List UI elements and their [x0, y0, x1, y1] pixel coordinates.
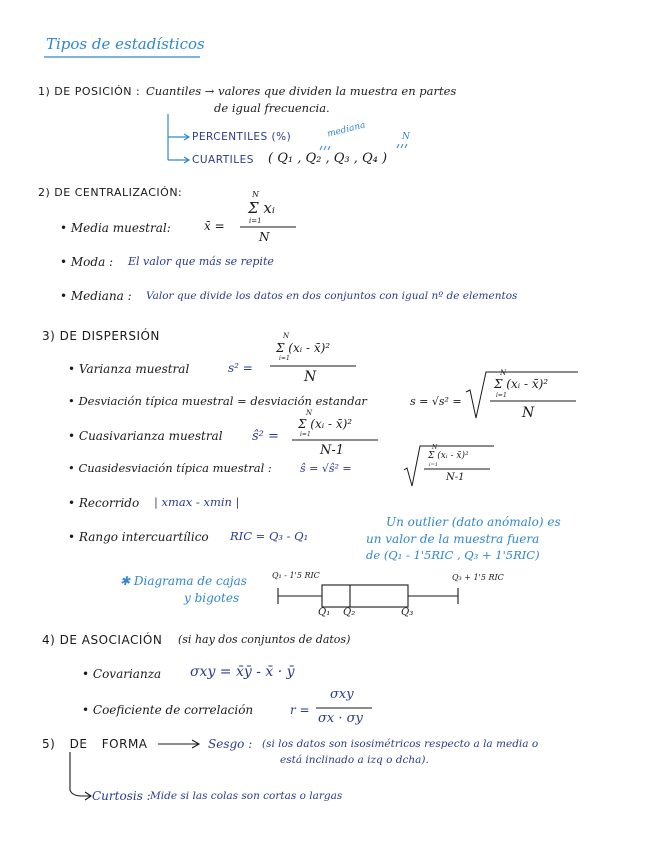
desviacion-sum-top: N	[500, 369, 507, 377]
sesgo-line-1: (si los datos son isosimétricos respecto a la media o	[262, 738, 539, 750]
outlier-line-3: de (Q₁ - 1'5RIC , Q₃ + 1'5RIC)	[366, 548, 540, 562]
cuantiles-line-2: de igual frecuencia.	[214, 101, 330, 115]
outlier-line-2: un valor de la muestra fuera	[366, 532, 540, 546]
recorrido-label: • Recorrido	[68, 496, 140, 510]
sesgo-label: Sesgo :	[208, 737, 253, 751]
media-lhs: x̄ =	[204, 219, 225, 233]
sesgo-line-2: está inclinado a izq o dcha).	[280, 754, 429, 766]
cuasidesviacion-numerator: Σ (xᵢ - x̄)²	[428, 451, 469, 461]
desviacion-denominator: N	[522, 405, 535, 421]
cuasivarianza-sum-top: N	[306, 409, 313, 417]
recorrido-formula: | xmax - xmin |	[154, 495, 240, 509]
cuantiles-line-1: Cuantiles → valores que dividen la muestra en partes	[146, 84, 457, 98]
media-sum-top: N	[252, 190, 259, 199]
correlacion-label: • Coeficiente de correlación	[82, 703, 254, 717]
curtosis-text: Mide si las colas son cortas o largas	[150, 790, 343, 802]
moda-label: • Moda :	[60, 255, 114, 269]
varianza-sum-bottom: i=1	[279, 355, 290, 362]
curtosis-label: Curtosis :	[92, 789, 151, 803]
varianza-denominator: N	[304, 369, 317, 385]
desviacion-numerator: Σ (xᵢ - x̄)²	[494, 377, 549, 391]
media-numerator: Σ xᵢ	[248, 199, 275, 217]
varianza-numerator: Σ (xᵢ - x̄)²	[276, 341, 331, 355]
cuasivarianza-lhs: ŝ² =	[252, 429, 279, 444]
boxplot-q3: Q₃	[401, 607, 414, 618]
ric-label: • Rango intercuartílico	[68, 530, 209, 544]
correlacion-numerator: σxy	[330, 687, 354, 702]
section-2-heading: 2) DE CENTRALIZACIÓN:	[38, 186, 183, 199]
desviacion-lhs: s = √s² =	[410, 395, 462, 408]
page-title: Tipos de estadísticos	[46, 35, 205, 53]
moda-text: El valor que más se repite	[128, 255, 274, 268]
media-denominator: N	[259, 230, 270, 244]
mediana-text: Valor que divide los datos en dos conjuntos con igual nº de elementos	[146, 290, 518, 302]
boxplot-q1: Q₁	[318, 607, 331, 618]
cuartiles-set: ( Q₁ , Q₂ , Q₃ , Q₄ )	[268, 151, 388, 166]
section-4-note: (si hay dos conjuntos de datos)	[178, 633, 351, 646]
varianza-sum-top: N	[283, 332, 290, 340]
correlacion-lhs: r =	[290, 703, 310, 717]
section-1-heading: 1) DE POSICIÓN :	[38, 85, 141, 98]
boxplot-q2: Q₂	[343, 607, 356, 618]
boxplot-left-label: Q₁ - 1'5 RIC	[272, 571, 320, 580]
outlier-line-1: Un outlier (dato anómalo) es	[386, 515, 561, 529]
varianza-label: • Varianza muestral	[68, 362, 190, 376]
boxplot-right-label: Q₃ + 1'5 RIC	[452, 573, 504, 582]
cuasidesviacion-sum-bottom: i=1	[429, 462, 438, 468]
cuasivarianza-numerator: Σ (xᵢ - x̄)²	[298, 417, 353, 431]
cuasivarianza-label: • Cuasivarianza muestral	[68, 429, 223, 443]
section-5-heading: 5) DE FORMA	[42, 737, 148, 751]
section-4-heading: 4) DE ASOCIACIÓN	[42, 633, 163, 647]
boxplot-title-1: ✱ Diagrama de cajas	[120, 574, 247, 588]
varianza-lhs: s² =	[228, 361, 253, 375]
covarianza-formula: σxy = x̄ȳ - x̄ · ȳ	[190, 664, 295, 680]
media-sum-bottom: i=1	[249, 217, 262, 225]
desviacion-sum-bottom: i=1	[496, 392, 507, 399]
percentiles-label: PERCENTILES (%)	[192, 131, 292, 143]
cuasivarianza-sum-bottom: i=1	[300, 431, 311, 438]
cuasidesviacion-denominator: N-1	[446, 472, 465, 483]
ric-formula: RIC = Q₃ - Q₁	[230, 529, 309, 543]
section-3-heading: 3) DE DISPERSIÓN	[42, 329, 160, 343]
n-note: N	[402, 132, 410, 142]
cuartiles-label: CUARTILES	[192, 154, 254, 166]
boxplot-title-2: y bigotes	[184, 591, 240, 605]
covarianza-label: • Covarianza	[82, 667, 162, 681]
mediana-note: mediana	[326, 120, 367, 140]
cuasidesviacion-sum-top: N	[432, 444, 438, 451]
desviacion-label: • Desviación típica muestral = desviación estandar	[68, 394, 367, 408]
cuasidesviacion-lhs: ŝ = √ŝ² =	[300, 462, 352, 475]
cuasidesviacion-label: • Cuasidesviación típica muestral :	[68, 461, 272, 475]
media-label: • Media muestral:	[60, 221, 171, 235]
mediana-label: • Mediana :	[60, 289, 132, 303]
correlacion-denominator: σx · σy	[318, 711, 363, 726]
cuasivarianza-denominator: N-1	[320, 443, 345, 458]
